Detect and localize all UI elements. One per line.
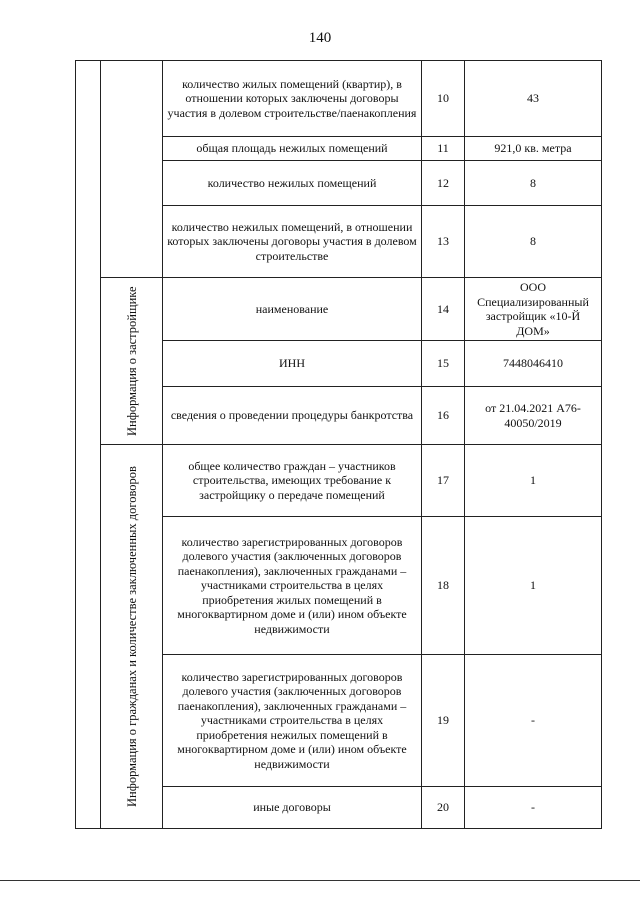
row-value: 1 (465, 445, 602, 517)
row-label: количество нежилых помещений (163, 161, 422, 206)
row-value: 1 (465, 517, 602, 655)
row-value: от 21.04.2021 А76-40050/2019 (465, 387, 602, 445)
row-label: ИНН (163, 341, 422, 387)
row-number: 12 (422, 161, 465, 206)
row-number: 15 (422, 341, 465, 387)
page-bottom-rule (0, 880, 640, 881)
row-value: 7448046410 (465, 341, 602, 387)
row-label: общее количество граждан – участников строительства, имеющих требование к застройщику о передаче помещений (163, 445, 422, 517)
section-cell-continued (101, 61, 163, 278)
row-value: ООО Специализированный застройщик «10-Й ДОМ» (465, 278, 602, 341)
section-citizens-info (101, 445, 163, 829)
table-row (76, 61, 602, 137)
row-number: 10 (422, 61, 465, 137)
row-label: количество нежилых помещений, в отношении которых заключены договоры участия в долевом строительстве (163, 206, 422, 278)
row-number: 16 (422, 387, 465, 445)
row-number: 13 (422, 206, 465, 278)
row-value: 921,0 кв. метра (465, 137, 602, 161)
row-number: 19 (422, 655, 465, 787)
row-value: 8 (465, 161, 602, 206)
row-number: 18 (422, 517, 465, 655)
row-label: наименование (163, 278, 422, 341)
section-developer-label: Информация о застройщике (124, 286, 139, 436)
table-row (76, 445, 602, 517)
section-developer-info (101, 278, 163, 445)
row-number: 20 (422, 787, 465, 829)
row-value: - (465, 655, 602, 787)
row-value: - (465, 787, 602, 829)
row-label: количество жилых помещений (квартир), в отношении которых заключены договоры участия в долевом строительстве/паенакопления (163, 61, 422, 137)
row-label: сведения о проведении процедуры банкротства (163, 387, 422, 445)
page-number: 140 (308, 30, 332, 46)
outer-margin-column (76, 61, 101, 829)
table-row (76, 278, 602, 341)
row-number: 11 (422, 137, 465, 161)
row-label: количество зарегистрированных договоров долевого участия (заключенных договоров паенакопления), заключенных гражданами – участниками строительства в целях приобретения жилых помещений в многоквартирном доме и (или) ином объекте недвижимости (163, 517, 422, 655)
row-label: общая площадь нежилых помещений (163, 137, 422, 161)
register-table (75, 60, 602, 829)
row-value: 43 (465, 61, 602, 137)
row-number: 17 (422, 445, 465, 517)
section-citizens-label: Информация о гражданах и количестве заключенных договоров (124, 466, 139, 807)
row-number: 14 (422, 278, 465, 341)
row-label: иные договоры (163, 787, 422, 829)
row-value: 8 (465, 206, 602, 278)
row-label: количество зарегистрированных договоров долевого участия (заключенных договоров паенакопления), заключенных гражданами – участниками строительства в целях приобретения нежилых помещений в многоквартирном доме и (или) ином объекте недвижимости (163, 655, 422, 787)
